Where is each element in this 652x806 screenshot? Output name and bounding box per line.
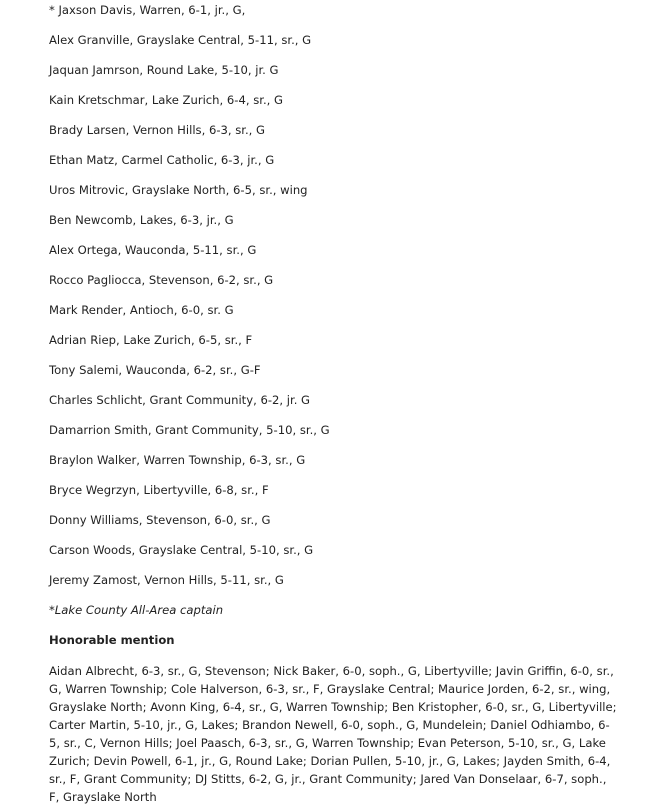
- player-entry: Charles Schlicht, Grant Community, 6-2, jr. G: [49, 393, 311, 407]
- player-entry: Braylon Walker, Warren Township, 6-3, sr., G: [49, 453, 306, 467]
- player-entry: Alex Granville, Grayslake Central, 5-11, sr., G: [49, 33, 312, 47]
- player-entry: Brady Larsen, Vernon Hills, 6-3, sr., G: [49, 123, 266, 137]
- player-entry: Donny Williams, Stevenson, 6-0, sr., G: [49, 513, 271, 527]
- player-entry: Tony Salemi, Wauconda, 6-2, sr., G-F: [49, 363, 261, 377]
- player-entry: Jaquan Jamrson, Round Lake, 5-10, jr. G: [49, 63, 279, 77]
- player-entry: Bryce Wegrzyn, Libertyville, 6-8, sr., F: [49, 483, 269, 497]
- player-entry: Ben Newcomb, Lakes, 6-3, jr., G: [49, 213, 234, 227]
- player-entry: Carson Woods, Grayslake Central, 5-10, sr., G: [49, 543, 314, 557]
- captain-note: *Lake County All-Area captain: [49, 603, 224, 617]
- player-entry: Alex Ortega, Wauconda, 5-11, sr., G: [49, 243, 257, 257]
- player-entry: Jeremy Zamost, Vernon Hills, 5-11, sr., G: [49, 573, 284, 587]
- player-entry: Uros Mitrovic, Grayslake North, 6-5, sr., wing: [49, 183, 308, 197]
- player-entry: Damarrion Smith, Grant Community, 5-10, sr., G: [49, 423, 330, 437]
- player-entry: Ethan Matz, Carmel Catholic, 6-3, jr., G: [49, 153, 275, 167]
- player-entry: * Jaxson Davis, Warren, 6-1, jr., G,: [49, 3, 246, 17]
- honorable-mention-list: Aidan Albrecht, 6-3, sr., G, Stevenson; Nick Baker, 6-0, soph., G, Libertyville; Javin Griffin, 6-0, sr., G, Warren Township; Cole Halverson, 6-3, sr., F, Grayslake Central; Maurice Jorden, 6-2, sr., wing, Grayslake North; Avonn King, 6-4, sr., G, Warren Township; Ben Kristopher, 6-0, sr., G, Libertyville; Carter Martin, 5-10, jr., G, Lakes; Brandon Newell, 6-0, soph., G, Mundelein; Daniel Odhiambo, 6-5, sr., C, Vernon Hills; Joel Paasch, 6-3, sr., G, Warren Township; Evan Peterson, 5-10, sr., G, Lake Zurich; Devin Powell, 6-1, jr., G, Round Lake; Dorian Pullen, 5-10, jr., G, Lakes; Jayden Smith, 6-4, sr., F, Grant Community; DJ Stitts, 6-2, G, jr., Grant Community; Jared Van Donselaar, 6-7, soph., F, Grayslake North: [49, 664, 617, 804]
- player-entry: Adrian Riep, Lake Zurich, 6-5, sr., F: [49, 333, 253, 347]
- player-entry: Rocco Pagliocca, Stevenson, 6-2, sr., G: [49, 273, 274, 287]
- honorable-mention-heading: Honorable mention: [49, 633, 175, 647]
- player-entry: Mark Render, Antioch, 6-0, sr. G: [49, 303, 234, 317]
- article-body: [49, 0, 619, 806]
- player-entry: Kain Kretschmar, Lake Zurich, 6-4, sr., G: [49, 93, 283, 107]
